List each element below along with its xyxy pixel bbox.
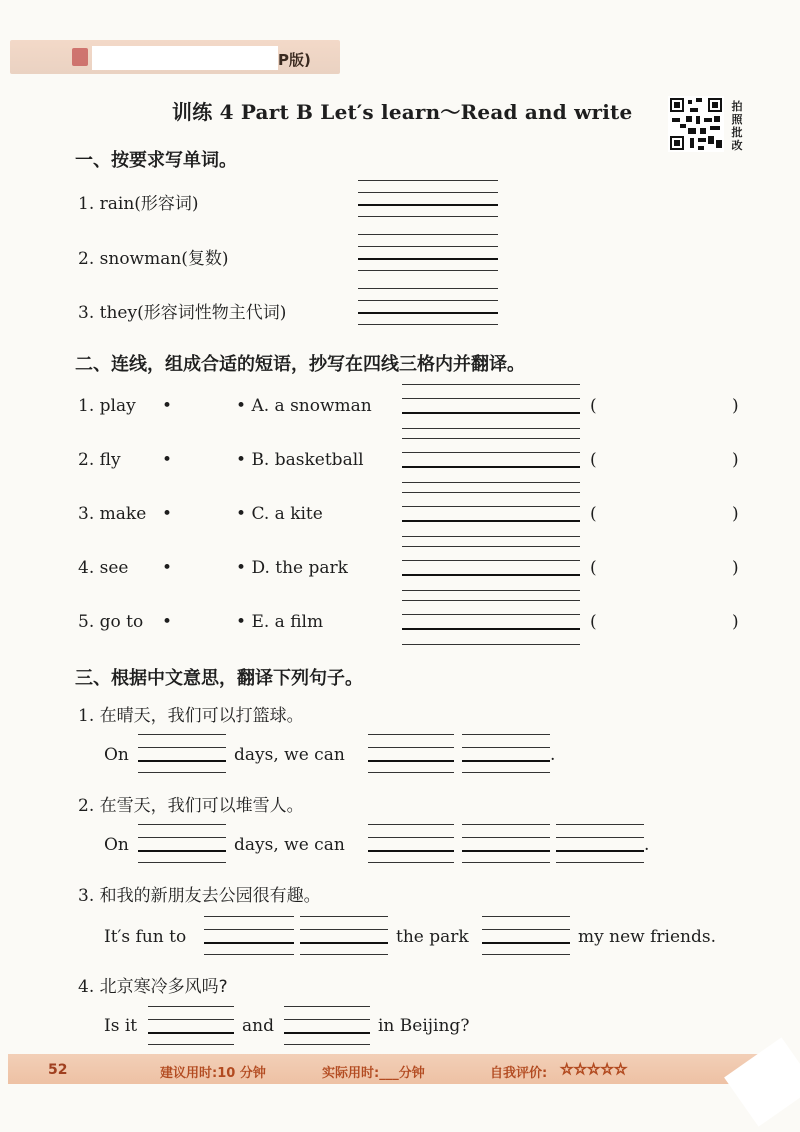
match-dot[interactable]: • [236, 396, 247, 416]
item-letter: D. [251, 558, 270, 578]
section-1-heading: 一、按要求写单词。 [75, 150, 237, 171]
chinese-sentence: 在晴天，我们可以打篮球。 [99, 706, 304, 726]
translation-paren-close: ) [732, 612, 739, 632]
four-line-grid[interactable] [462, 824, 550, 864]
item-number: 3. [78, 303, 95, 323]
four-line-grid[interactable] [368, 824, 454, 864]
actual-time[interactable]: 实际用时:___分钟 [322, 1066, 425, 1081]
right-phrase: a kite [274, 504, 323, 524]
item-number: 2. [78, 796, 95, 816]
self-evaluation-label: 自我评价: [490, 1066, 548, 1081]
translation-paren-open: ( [590, 504, 597, 524]
qr-side-char: 批 [731, 126, 743, 139]
sentence-part: and [242, 1016, 274, 1036]
s2-right-item-a [236, 396, 372, 416]
translation-paren-open: ( [590, 450, 597, 470]
s1-item-2 [78, 244, 229, 269]
book-tag: P版) [278, 51, 311, 69]
s3-question-4 [78, 972, 228, 997]
s2-left-item-1 [78, 396, 136, 416]
star-icon[interactable]: ☆ [560, 1060, 574, 1078]
four-line-grid[interactable] [402, 492, 580, 538]
item-text: rain(形容词) [99, 194, 199, 214]
four-line-grid[interactable] [402, 546, 580, 592]
match-dot[interactable]: • [162, 504, 173, 524]
page-title: 训练 4 Part B Let′s learn～Read and write [172, 100, 633, 124]
left-word: make [99, 504, 147, 524]
qr-side-char: 改 [731, 139, 743, 152]
sentence-end: . [644, 835, 650, 855]
sentence-end: . [550, 745, 556, 765]
s1-item-1 [78, 189, 199, 214]
left-word: see [99, 558, 129, 578]
four-line-grid[interactable] [358, 288, 498, 326]
s2-left-item-2 [78, 450, 121, 470]
match-dot[interactable]: • [236, 504, 247, 524]
match-dot[interactable]: • [162, 450, 173, 470]
item-number: 3. [78, 886, 95, 906]
book-logo [72, 48, 88, 66]
item-number: 2. [78, 450, 95, 470]
item-number: 4. [78, 977, 95, 997]
four-line-grid[interactable] [284, 1006, 370, 1046]
four-line-grid[interactable] [462, 734, 550, 774]
sentence-part: in Beijing? [378, 1016, 470, 1036]
qr-code-icon[interactable] [668, 96, 724, 152]
s2-right-item-d [236, 558, 348, 578]
item-number: 1. [78, 706, 95, 726]
sentence-part: days, we can [234, 835, 345, 855]
sentence-part: On [104, 745, 129, 765]
right-phrase: a snowman [274, 396, 372, 416]
s2-left-item-3 [78, 504, 146, 524]
s2-right-item-e [236, 612, 323, 632]
translation-paren-open: ( [590, 558, 597, 578]
four-line-grid[interactable] [368, 734, 454, 774]
four-line-grid[interactable] [402, 384, 580, 430]
translation-paren-open: ( [590, 612, 597, 632]
sentence-part: my new friends. [578, 927, 716, 947]
four-line-grid[interactable] [402, 438, 580, 484]
right-phrase: a film [274, 612, 324, 632]
four-line-grid[interactable] [556, 824, 644, 864]
four-line-grid[interactable] [402, 600, 580, 646]
sentence-part: It′s fun to [104, 927, 187, 947]
sentence-part: days, we can [234, 745, 345, 765]
chinese-sentence: 在雪天，我们可以堆雪人。 [99, 796, 304, 816]
item-number: 1. [78, 194, 95, 214]
translation-paren-close: ) [732, 504, 739, 524]
item-text: they(形容词性物主代词) [99, 303, 287, 323]
item-letter: A. [251, 396, 270, 416]
item-text: snowman(复数) [99, 249, 229, 269]
translation-paren-close: ) [732, 558, 739, 578]
s3-question-2 [78, 791, 304, 816]
four-line-grid[interactable] [300, 916, 388, 956]
item-number: 2. [78, 249, 95, 269]
chinese-sentence: 北京寒冷多风吗? [99, 977, 228, 997]
left-word: fly [99, 450, 121, 470]
sentence-part: the park [396, 927, 469, 947]
four-line-grid[interactable] [138, 824, 226, 864]
s3-question-3 [78, 881, 321, 906]
match-dot[interactable]: • [236, 450, 247, 470]
s2-left-item-4 [78, 558, 129, 578]
s2-right-item-c [236, 504, 323, 524]
item-letter: E. [251, 612, 270, 632]
four-line-grid[interactable] [148, 1006, 234, 1046]
sentence-part: Is it [104, 1016, 138, 1036]
star-icon[interactable]: ☆ [586, 1060, 601, 1078]
right-phrase: the park [275, 558, 348, 578]
qr-side-label [730, 100, 744, 152]
right-phrase: basketball [274, 450, 364, 470]
item-number: 5. [78, 612, 95, 632]
section-2-heading: 二、连线，组成合适的短语，抄写在四线三格内并翻译。 [75, 354, 525, 375]
match-dot[interactable]: • [162, 396, 173, 416]
star-icon[interactable]: ☆ [600, 1060, 614, 1078]
item-number: 3. [78, 504, 95, 524]
star-icon[interactable]: ☆ [573, 1060, 587, 1078]
four-line-grid[interactable] [482, 916, 570, 956]
translation-paren-open: ( [590, 396, 597, 416]
star-icon[interactable]: ☆ [613, 1060, 628, 1078]
chinese-sentence: 和我的新朋友去公园很有趣。 [99, 886, 321, 906]
four-line-grid[interactable] [204, 916, 294, 956]
item-letter: C. [251, 504, 270, 524]
section-3-heading: 三、根据中文意思，翻译下列句子。 [75, 668, 363, 689]
left-word: go to [99, 612, 144, 632]
suggested-time: 建议用时:10 分钟 [160, 1066, 266, 1081]
item-number: 1. [78, 396, 95, 416]
match-dot[interactable]: • [162, 558, 173, 578]
left-word: play [99, 396, 136, 416]
rating-stars[interactable] [560, 1060, 627, 1078]
item-letter: B. [251, 450, 270, 470]
translation-paren-close: ) [732, 450, 739, 470]
redacted-area [92, 46, 278, 70]
s3-question-1 [78, 701, 304, 726]
sentence-part: On [104, 835, 129, 855]
translation-paren-close: ) [732, 396, 739, 416]
s2-left-item-5 [78, 612, 143, 632]
four-line-grid[interactable] [358, 180, 498, 218]
match-dot[interactable]: • [236, 612, 247, 632]
match-dot[interactable]: • [236, 558, 247, 578]
four-line-grid[interactable] [358, 234, 498, 272]
page-corner-fold [724, 1037, 800, 1126]
qr-side-char: 拍 [731, 100, 743, 113]
four-line-grid[interactable] [138, 734, 226, 774]
qr-side-char: 照 [731, 113, 743, 126]
page-number: 52 [48, 1062, 68, 1078]
match-dot[interactable]: • [162, 612, 173, 632]
s2-right-item-b [236, 450, 364, 470]
s1-item-3 [78, 298, 286, 323]
item-number: 4. [78, 558, 95, 578]
